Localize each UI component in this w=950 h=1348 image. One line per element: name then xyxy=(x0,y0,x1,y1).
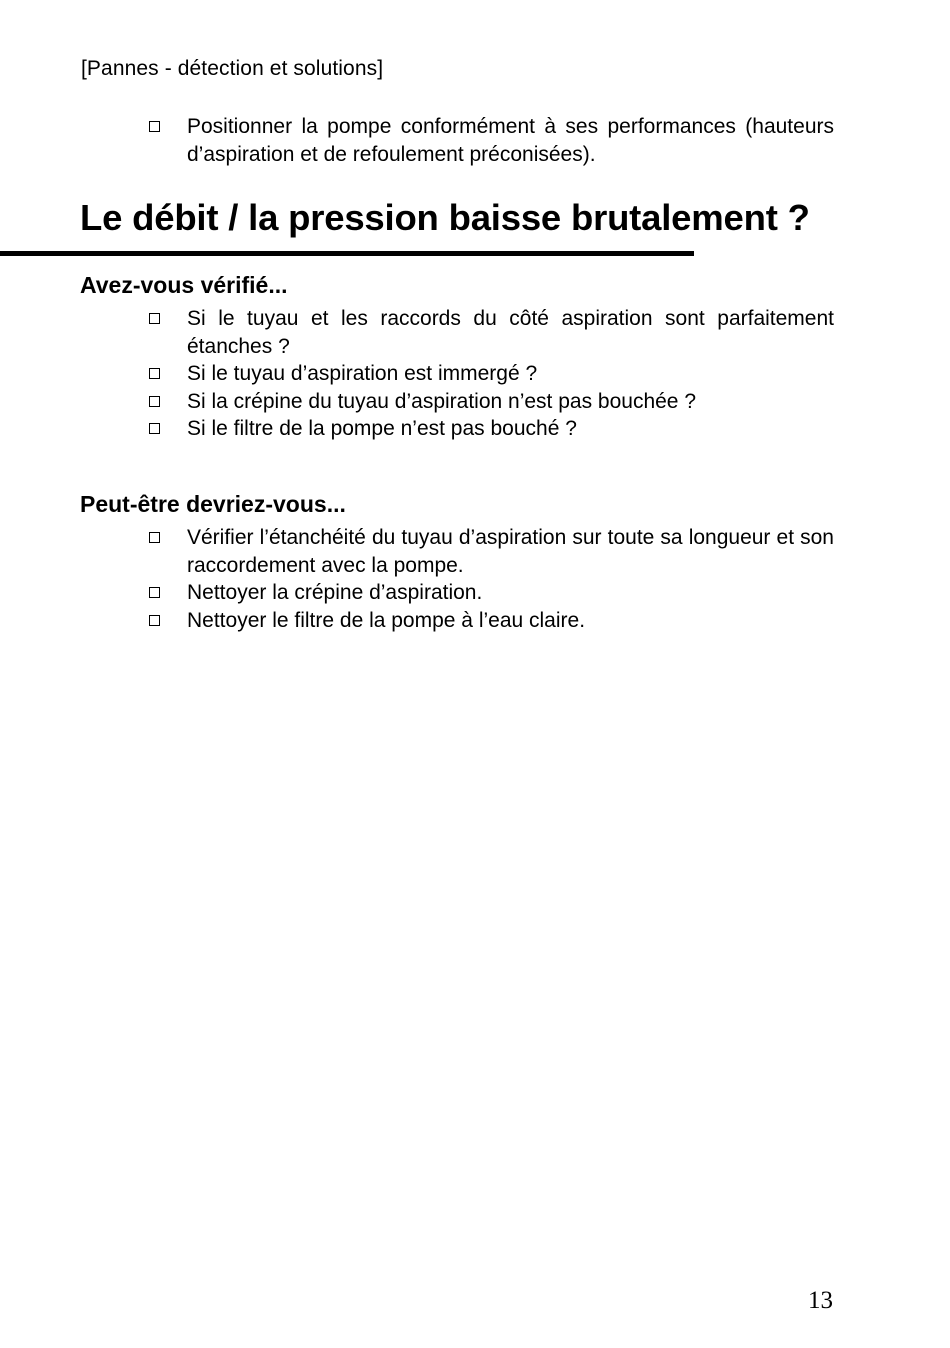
checkbox-icon xyxy=(149,532,160,543)
list-item-text: Nettoyer la crépine d’aspiration. xyxy=(187,581,483,604)
list-item-text: Si le tuyau et les raccords du côté aspiration sont parfaitement étanches ? xyxy=(187,307,834,358)
checkbox-icon xyxy=(149,615,160,626)
checkbox-icon xyxy=(149,396,160,407)
page-number: 13 xyxy=(808,1287,833,1314)
checkbox-icon xyxy=(149,121,160,132)
list-item xyxy=(146,607,834,635)
title-underline-rule xyxy=(0,251,694,256)
checkbox-icon xyxy=(149,423,160,434)
checks-checklist xyxy=(146,305,834,443)
list-item-text: Si le tuyau d’aspiration est immergé ? xyxy=(187,362,538,385)
list-item-text: Si la crépine du tuyau d’aspiration n’est pas bouchée ? xyxy=(187,389,697,413)
list-item-text: Positionner la pompe conformément à ses performances (hauteurs d’aspiration et de refoulement préconisées). xyxy=(187,115,834,166)
solutions-checklist xyxy=(146,524,834,634)
list-item xyxy=(146,360,834,388)
list-item-text: Vérifier l’étanchéité du tuyau d’aspiration sur toute sa longueur et son raccordement avec la pompe. xyxy=(187,526,834,577)
list-item-text: Nettoyer le filtre de la pompe à l’eau claire. xyxy=(187,608,586,632)
list-item-text: Si le filtre de la pompe n’est pas bouché ? xyxy=(187,417,577,440)
running-header: [Pannes - détection et solutions] xyxy=(81,57,384,80)
checkbox-icon xyxy=(149,368,160,379)
list-item xyxy=(146,388,834,416)
list-item xyxy=(146,305,834,360)
checks-heading: Avez-vous vérifié... xyxy=(80,272,288,298)
intro-checklist xyxy=(146,113,834,168)
list-item xyxy=(146,113,834,168)
checkbox-icon xyxy=(149,313,160,324)
section-title: Le débit / la pression baisse brutalement ? xyxy=(80,197,810,238)
list-item xyxy=(146,524,834,579)
list-item xyxy=(146,579,834,607)
solutions-heading: Peut-être devriez-vous... xyxy=(80,491,346,517)
checkbox-icon xyxy=(149,587,160,598)
list-item xyxy=(146,415,834,443)
